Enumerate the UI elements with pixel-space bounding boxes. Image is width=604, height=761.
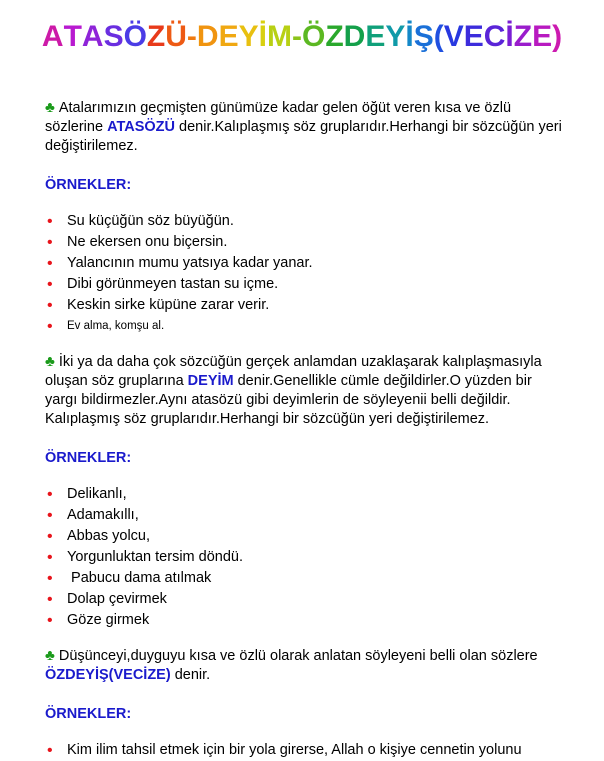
document-body (45, 98, 565, 761)
bullet-icon: • (47, 276, 53, 293)
deyim-definition (45, 352, 565, 429)
bullet-icon: • (47, 297, 53, 314)
title-letter: S (103, 20, 124, 53)
title-letter: Z (146, 20, 166, 53)
definition-text: denir. (170, 667, 211, 683)
title-letter: ) (552, 20, 563, 53)
list-item: • Ne ekersen onu biçersin. (47, 234, 228, 251)
definition-text: denir.Kalıplaşmış söz gruplarıdır.Herhangi bir sözcüğün yeri değiştirilemez. (45, 119, 562, 154)
bullet-icon: • (47, 255, 53, 272)
title-letter: Y (238, 20, 259, 53)
club-icon: ♣ (45, 99, 55, 116)
list-item: • Göze girmek (47, 612, 150, 629)
title-letter: Z (513, 20, 533, 53)
page-title (0, 20, 604, 54)
definition-text: İki ya da daha çok sözcüğün gerçek anlamdan uzaklaşarak kalıplaşmasıyla oluşan söz gruplarına (45, 354, 542, 389)
term-deyim: DEYİM (187, 373, 234, 389)
list-item: • Abbas yolcu, (47, 528, 151, 545)
title-letter: - (186, 20, 197, 53)
definition-text: Düşünceyi,duyguyu kısa ve özlü olarak anlatan söyleyeni belli olan sözlere (58, 648, 538, 664)
title-letter: ( (433, 20, 444, 53)
title-letter: D (343, 20, 366, 53)
list-item: • Yorgunluktan tersim döndü. (47, 549, 243, 566)
title-letter: Y (385, 20, 406, 53)
title-letter: - (291, 20, 302, 53)
bullet-icon: • (47, 612, 53, 629)
title-letter: Ö (123, 20, 147, 53)
deyim-examples-list (45, 484, 565, 631)
bullet-icon: • (47, 528, 53, 545)
title-letter: M (266, 20, 292, 53)
list-item: • Su küçüğün söz büyüğün. (47, 213, 234, 230)
list-item: • Delikanlı, (47, 486, 127, 503)
bullet-icon: • (47, 486, 53, 503)
title-letter: C (483, 20, 506, 53)
examples-heading: ÖRNEKLER: (45, 706, 132, 722)
title-letter: E (218, 20, 239, 53)
list-item: • Dolap çevirmek (47, 591, 167, 608)
list-item: • Yalancının mumu yatsıya kadar yanar. (47, 255, 313, 272)
atasozu-examples-list (45, 211, 565, 337)
list-item: • Pabucu dama atılmak (47, 570, 212, 587)
term-atasozu: ATASÖZÜ (107, 119, 175, 135)
title-letter: T (63, 20, 82, 53)
bullet-icon: • (47, 234, 53, 251)
title-letter: İ (405, 20, 414, 53)
list-item: • Ev alma, komşu al. (47, 318, 165, 335)
title-letter: E (463, 20, 484, 53)
title-letter: V (443, 20, 464, 53)
bullet-icon: • (47, 570, 53, 587)
bullet-icon: • (47, 213, 53, 230)
title-letter: E (532, 20, 553, 53)
atasozu-definition (45, 98, 565, 156)
ozdeyis-examples-list (45, 740, 565, 761)
term-ozdeyis: ÖZDEYİŞ(VECİZE) (45, 667, 171, 683)
title-letter: A (41, 20, 64, 53)
bullet-icon: • (47, 591, 53, 608)
bullet-icon: • (47, 742, 53, 759)
title-letter: İ (505, 20, 514, 53)
title-letter: Ş (413, 20, 434, 53)
examples-heading: ÖRNEKLER: (45, 177, 132, 193)
club-icon: ♣ (45, 353, 55, 370)
bullet-icon: • (47, 318, 53, 335)
list-item: • Dibi görünmeyen tastan su içme. (47, 276, 279, 293)
definition-text: denir.Genellikle cümle değildirler.O yüzden bir yargı bildirmezler.Aynı atasözü gibi deyimlerin de söyleyenii belli değildir. Kalıplaşmış söz gruplarıdır.Herhangi bir sözcüğün yeri değiştirilemez. (45, 373, 532, 427)
list-item: • Adamakıllı, (47, 507, 139, 524)
title-letter: A (81, 20, 104, 53)
list-item: • Keskin sirke küpüne zarar verir. (47, 297, 270, 314)
title-letter: Ü (165, 20, 187, 53)
bullet-icon: • (47, 507, 53, 524)
definition-text: Atalarımızın geçmişten günümüze kadar gelen öğüt veren kısa ve özlü sözlerine (45, 100, 512, 135)
examples-heading: ÖRNEKLER: (45, 450, 132, 466)
ozdeyis-definition (45, 646, 565, 685)
club-icon: ♣ (45, 647, 55, 664)
title-letter: Z (325, 20, 344, 53)
bullet-icon: • (47, 549, 53, 566)
title-letter: Ö (301, 20, 326, 53)
title-letter: E (365, 20, 386, 53)
title-letter: İ (258, 20, 267, 53)
title-letter: D (196, 20, 219, 53)
list-item: • Kim ilim tahsil etmek için bir yola girerse, Allah o kişiye cennetin yolunu (47, 742, 522, 759)
